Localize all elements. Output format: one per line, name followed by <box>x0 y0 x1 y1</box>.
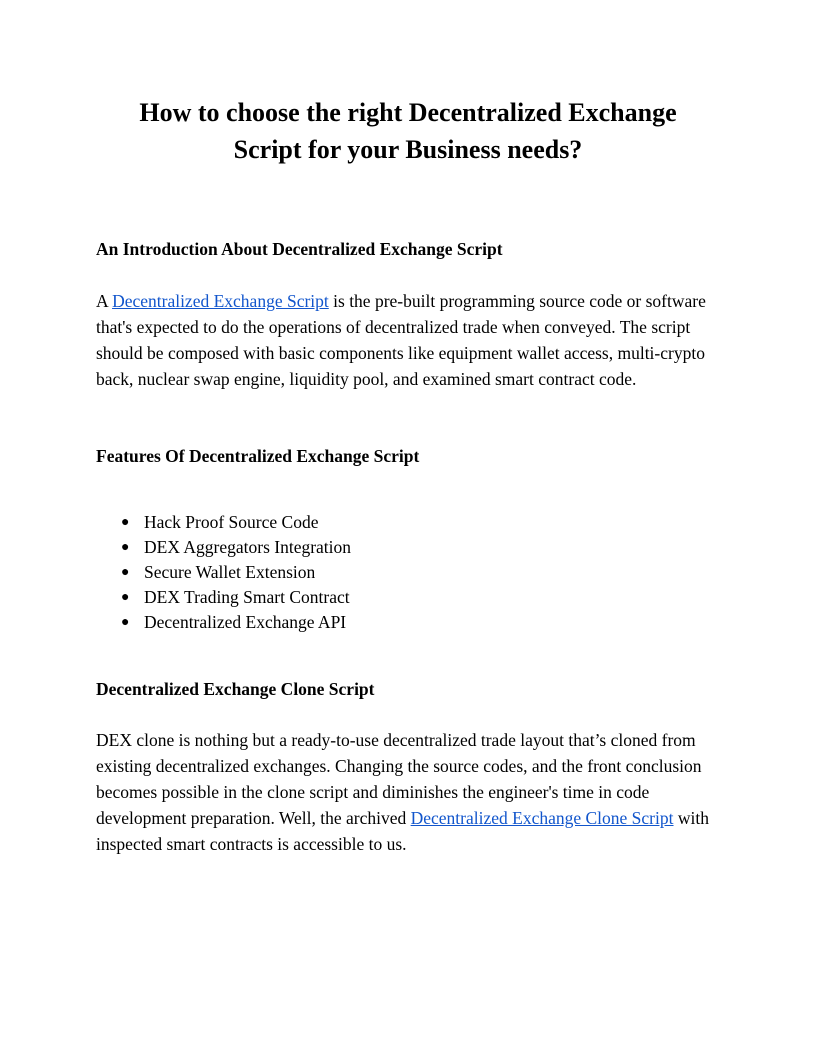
bullet-icon: ● <box>121 540 130 555</box>
list-item-label: Secure Wallet Extension <box>144 562 316 582</box>
clone-text-suffix: with inspected smart contracts is accessible to us. <box>96 808 709 854</box>
list-item-label: DEX Trading Smart Contract <box>144 587 350 607</box>
section-heading-features: Features Of Decentralized Exchange Script <box>96 446 420 466</box>
introduction-paragraph <box>96 288 726 392</box>
list-item-label: DEX Aggregators Integration <box>144 537 352 557</box>
page-title-line-2: Script for your Business needs? <box>233 135 583 164</box>
list-item <box>96 535 351 560</box>
page-title-line-1: How to choose the right Decentralized Exchange <box>139 98 677 127</box>
section-heading-introduction: An Introduction About Decentralized Exchange Script <box>96 239 503 259</box>
clone-text-prefix: DEX clone is nothing but a ready-to-use decentralized trade layout that’s cloned from existing decentralized exchanges. Changing the source codes, and the front conclusion becomes possible in the clone script and diminishes the engineer's time in code development preparation. Well, the archived <box>96 730 702 828</box>
features-list <box>96 510 351 635</box>
bullet-icon: ● <box>121 515 130 530</box>
list-item <box>96 610 351 635</box>
list-item-label: Hack Proof Source Code <box>144 512 319 532</box>
list-item <box>96 560 351 585</box>
introduction-text-prefix: A <box>96 291 113 311</box>
introduction-text-suffix: is the pre-built programming source code or software that's expected to do the operations of decentralized trade when conveyed. The script should be composed with basic components like equipment wallet access, multi-crypto back, nuclear swap engine, liquidity pool, and examined smart contract code. <box>96 291 706 389</box>
bullet-icon: ● <box>121 565 130 580</box>
decentralized-exchange-clone-script-link[interactable]: Decentralized Exchange Clone Script <box>410 808 674 828</box>
section-heading-clone-script: Decentralized Exchange Clone Script <box>96 679 375 699</box>
page-title <box>96 94 720 168</box>
bullet-icon: ● <box>121 590 130 605</box>
list-item <box>96 585 351 610</box>
list-item-label: Decentralized Exchange API <box>144 612 347 632</box>
clone-script-paragraph <box>96 727 726 857</box>
bullet-icon: ● <box>121 615 130 630</box>
decentralized-exchange-script-link[interactable]: Decentralized Exchange Script <box>112 291 329 311</box>
list-item <box>96 510 351 535</box>
